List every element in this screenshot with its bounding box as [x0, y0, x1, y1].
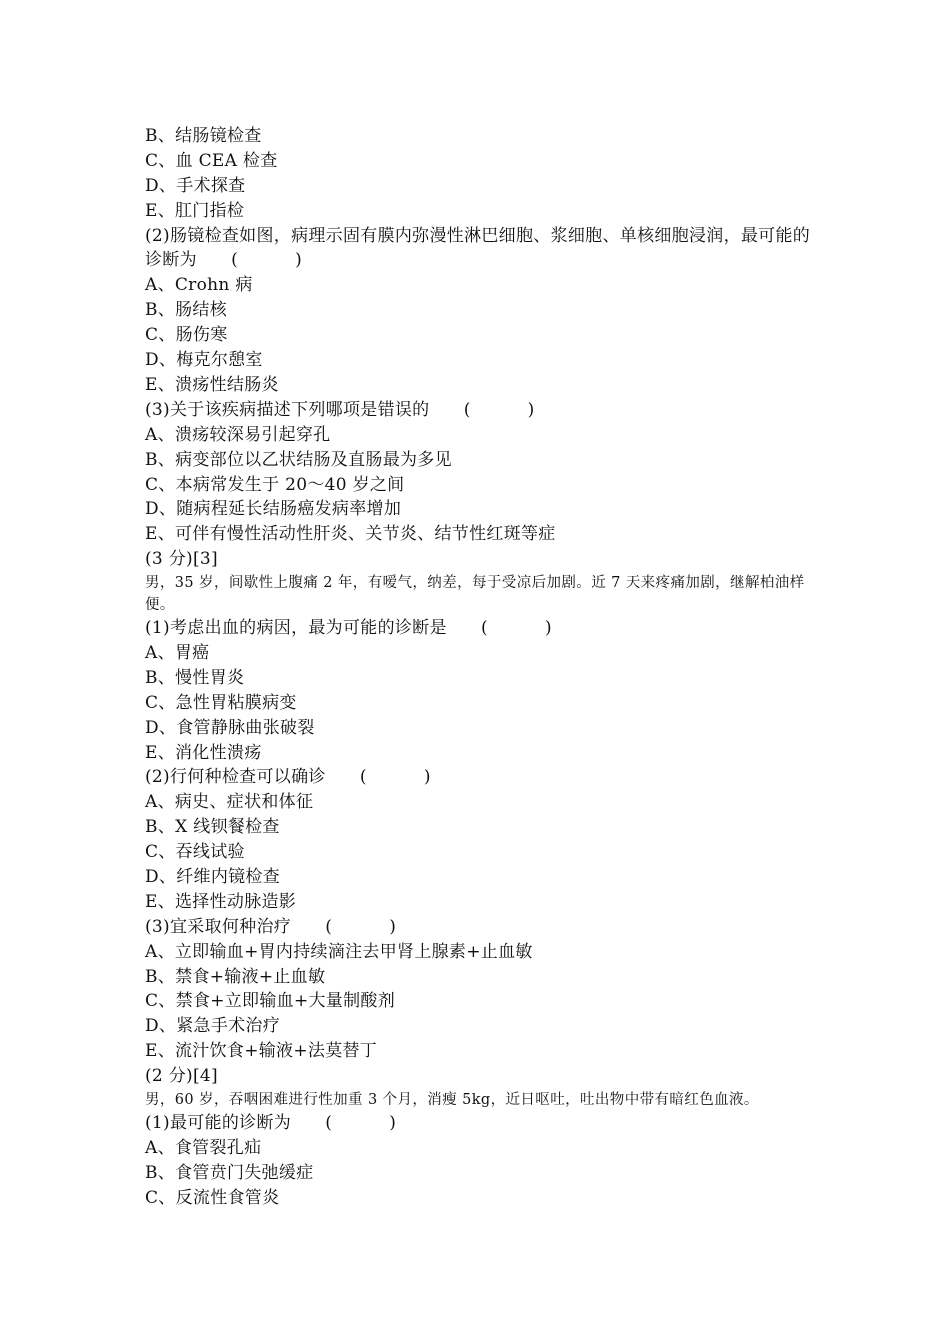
- question-line: (2)行何种检查可以确诊 ( ): [145, 767, 431, 788]
- option-line: D、食管静脉曲张破裂: [145, 717, 315, 738]
- option-line: C、肠伤寒: [145, 325, 228, 346]
- option-line: B、肠结核: [145, 300, 227, 321]
- option-line: C、血 CEA 检查: [145, 150, 278, 171]
- option-line: B、食管贲门失弛缓症: [145, 1162, 314, 1183]
- option-line: C、反流性食管炎: [145, 1187, 280, 1208]
- option-line: B、X 线钡餐检查: [145, 817, 280, 838]
- option-line: A、溃疡较深易引起穿孔: [145, 424, 331, 445]
- option-line: E、消化性溃疡: [145, 742, 262, 763]
- option-line: C、本病常发生于 20～40 岁之间: [145, 474, 405, 495]
- option-line: E、肛门指检: [145, 200, 245, 221]
- option-line: E、流汁饮食+输液+法莫替丁: [145, 1041, 378, 1062]
- section-heading: (2 分)[4]: [145, 1066, 218, 1087]
- option-line: C、吞线试验: [145, 842, 245, 863]
- option-line: A、病史、症状和体征: [145, 792, 314, 813]
- option-line: B、病变部位以乙状结肠及直肠最为多见: [145, 449, 452, 470]
- option-line: B、慢性胃炎: [145, 667, 245, 688]
- option-line: D、随病程延长结肠癌发病率增加: [145, 499, 402, 520]
- option-line: A、立即输血+胃内持续滴注去甲肾上腺素+止血敏: [145, 941, 533, 962]
- option-line: C、禁食+立即输血+大量制酸剂: [145, 991, 395, 1012]
- question-line: (2)肠镜检查如图，病理示固有膜内弥漫性淋巴细胞、浆细胞、单核细胞浸润，最可能的诊断为 ( ): [145, 225, 811, 271]
- option-line: E、选择性动脉造影: [145, 891, 297, 912]
- option-line: D、手术探查: [145, 175, 246, 196]
- option-line: D、紧急手术治疗: [145, 1016, 281, 1037]
- question-line: (1)考虑出血的病因，最为可能的诊断是 ( ): [145, 618, 552, 639]
- case-description: 男，35 岁，间歇性上腹痛 2 年，有嗳气，纳差，每于受凉后加剧。近 7 天来疼痛加剧，继解柏油样便。: [145, 575, 805, 614]
- case-description: 男，60 岁，吞咽困难进行性加重 3 个月，消瘦 5kg，近日呕吐，吐出物中带有暗红色血液。: [145, 1091, 759, 1108]
- option-line: A、Crohn 病: [145, 275, 253, 296]
- option-line: A、食管裂孔疝: [145, 1137, 262, 1158]
- question-line: (1)最可能的诊断为 ( ): [145, 1112, 397, 1133]
- question-line: (3)关于该疾病描述下列哪项是错误的 ( ): [145, 399, 535, 420]
- section-heading: (3 分)[3]: [145, 549, 218, 570]
- option-line: B、禁食+输液+止血敏: [145, 966, 326, 987]
- option-line: D、纤维内镜检查: [145, 866, 281, 887]
- option-line: A、胃癌: [145, 642, 210, 663]
- option-line: B、结肠镜检查: [145, 126, 262, 146]
- option-line: E、溃疡性结肠炎: [145, 374, 279, 395]
- question-line: (3)宜采取何种治疗 ( ): [145, 916, 397, 937]
- option-line: D、梅克尔憩室: [145, 350, 263, 371]
- document-body: [145, 124, 825, 1211]
- option-line: C、急性胃粘膜病变: [145, 692, 297, 713]
- option-line: E、可伴有慢性活动性肝炎、关节炎、结节性红斑等症: [145, 524, 556, 545]
